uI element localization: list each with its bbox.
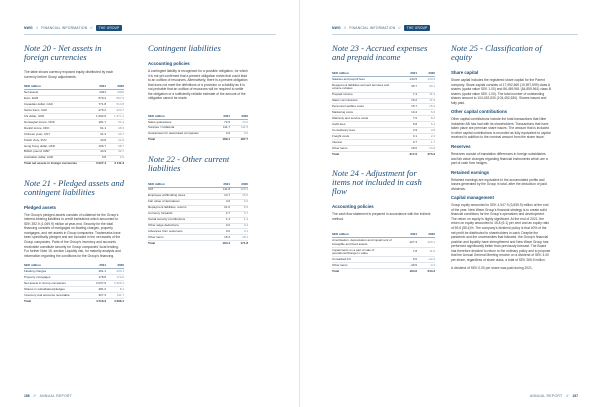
note-24-body: The cash flow statement is prepared in accordance with the indirect method. xyxy=(332,212,431,221)
table-row: Audit fees 5.8 5.4 xyxy=(332,122,435,127)
table-row: Freight costs 3.1 2.4 xyxy=(332,134,435,138)
contingent-title: Contingent liabilities xyxy=(148,43,221,53)
table-row: Norwegian krone, NOK 181.7 51.3 xyxy=(24,119,124,124)
table-row: US dollar, USD 1 092.6 1 377.1 xyxy=(24,113,124,118)
note-20-title: Note 20 - Net assets in foreign currencies xyxy=(24,43,102,62)
table-row: Fair value of derivatives 4.6 3.2 xyxy=(148,199,248,204)
note-24-accounting-heading: Accounting policies xyxy=(332,204,374,210)
note-21-table: SEK million 2021 2020 Floating charges 491.1 493.1 Property mortgages 178.8 172.0 Net assets in Group companies 3 037.9 3 329.1 Shares in subsidiaries/pledges 481.2 8.1 Inventory and accounts receivable 327.3 311.7 Total 4 516.3 4 296.1 xyxy=(24,263,124,303)
table-row: Other items 18.0 14.6 xyxy=(332,145,435,150)
table-row: Consultancy fees 4.9 3.8 xyxy=(332,128,435,133)
brand-logo: NWG xyxy=(332,25,341,30)
note-23-column xyxy=(332,44,435,274)
table-row: British pound, GBP 44.9 42.7 xyxy=(24,149,124,154)
table-total-row: Total 189.1 187.7 xyxy=(148,137,248,142)
table-row: Advances from customers 0.0 0.1 xyxy=(148,229,248,234)
table-total-row: Total 194.6 244.3 xyxy=(332,269,435,274)
table-row: Currency forwards 4.7 4.7 xyxy=(148,211,248,216)
table-row: Salaries and payroll fees 144.5 133.6 xyxy=(332,76,435,81)
table-row: Net assets in Group companies 3 037.9 3 329.1 xyxy=(24,280,124,285)
contingent-column xyxy=(148,44,248,246)
page-header: NWG // FINANCIAL INFORMATION // THE GROUP xyxy=(24,24,122,31)
page-number: 157 xyxy=(572,394,578,398)
table-row: Other items -49.5 -4.3 xyxy=(332,263,435,268)
table-row: Sureties / Collateral 111.7 111.5 xyxy=(148,125,248,130)
table-row: Impairments on a part of sale of operations/change in value 7.8 11.9 xyxy=(332,247,435,256)
note-25-column xyxy=(451,44,551,275)
other-capital-body: Other capital contributions include the total transactions that Nibe Industrier AB has had with its shareholders. Transactions that have taken place are premium share issues. The amount that is included in other capital contributions is recorded as fully equivalent to capital received in addition to the nominal amount from the share issue. xyxy=(451,117,551,140)
table-row: Swiss franc, CHF 276.2 224.7 xyxy=(24,107,124,112)
table-row: Euro, EUR 579.4 867.0 xyxy=(24,95,124,100)
note-20-table: SEK million 2021 2020 Net assets 2021 2020 Euro, EUR 579.4 867.0 Canadian dollar, CAD 771.8 514.8 Swiss franc, CHF 276.2 224.7 US dollar, USD 1 092.6 1 377.1 Norwegian krone, NOK 181.7 51.3 Danish krone, DKK 61.1 48.3 Chinese yuan, CNY 31.3 30.7 Polish zloty, PLN 43.8 41.8 Hong Kong dollar, HKD 106.7 98.7 British pound, GBP 44.9 42.7 Australian dollar, AUD 0.8 2.6 Total net assets in foreign currencies 3 027.4 3 111.3 xyxy=(24,84,124,166)
table-row: Social security contributions 1.4 1.4 xyxy=(148,217,248,222)
table-row: Employee withholding taxes 14.7 15.0 xyxy=(148,193,248,198)
note-25-title: Note 25 - Classification of equity xyxy=(451,43,542,62)
pledged-assets-heading: Pledged assets xyxy=(24,204,56,210)
table-row: Sales guarantees 72.5 72.2 xyxy=(148,119,248,124)
table-row: VAT 111.8 109.6 xyxy=(148,187,248,192)
table-total-row: Total 317.9 273.3 xyxy=(332,151,435,156)
retained-earnings-heading: Retained earnings xyxy=(451,169,490,175)
note-22-table: SEK million 2021 2020 VAT 111.8 109.6 Employee withholding taxes 14.7 15.0 Fair value of derivatives 4.6 3.2 Repayment liabilities, returns 21.0 8.4 Currency forwards 4.7 4.7 Social security contributions 1.4 1.4 Other wage deductions 0.2 0.4 Advances from customers 0.0 0.1 Other items 15.2 18.1 Total 164.4 171.8 xyxy=(148,181,248,246)
header-divider xyxy=(24,34,276,35)
table-row: Unrealised FX 9.0 -22.4 xyxy=(332,257,435,262)
contingent-accounting-heading: Accounting policies xyxy=(148,61,190,66)
brand-logo: NWG xyxy=(24,25,33,30)
table-row: Personnel welfare costs 15.7 15.3 xyxy=(332,104,435,109)
note-24-table: SEK million 2021 2020 Amortisation, depreciation and impairment of intangible and fixed assets 227.3 229.1 Impairments on a part of sale of operations/change in value 7.8 11.9 Unrealised FX 9.0 -22.4 Other items -49.5 -4.3 Total 194.6 244.3 xyxy=(332,232,435,274)
capital-management-heading: Capital management xyxy=(451,195,494,201)
table-total-row: Total 4 516.3 4 296.1 xyxy=(24,298,124,303)
table-row: Australian dollar, AUD 0.8 2.6 xyxy=(24,155,124,160)
table-row: Floating charges 491.1 493.1 xyxy=(24,268,124,273)
footer-label: ANNUAL REPORT xyxy=(529,394,563,398)
table-row: Sales commissions 15.2 11.9 xyxy=(332,98,435,103)
table-row: Chinese yuan, CNY 31.3 30.7 xyxy=(24,131,124,136)
share-capital-heading: Share capital xyxy=(451,70,479,75)
reserves-body: Reserves consist of translation differences in foreign subsidiaries and fair value changes regarding financial instruments which are a part of cash flow hedges. xyxy=(451,152,548,166)
retained-earnings-body: Retained earnings are equivalent to the accumulated profits and losses generated by the Group in total, after the deduction of paid dividends. xyxy=(451,177,547,191)
table-row: Other items 15.2 18.1 xyxy=(148,235,248,240)
table-row: Other wage deductions 0.2 0.4 xyxy=(148,223,248,228)
section-tag: THE GROUP xyxy=(96,25,123,31)
table-row: Net assets 2021 2020 xyxy=(24,89,124,94)
note-22-title: Note 22 - Other current liabilities xyxy=(148,153,230,173)
note-20-intro: The table shows currency exposed equity distributed by each currency before Group adjustments. xyxy=(24,70,114,79)
table-row: Guarantees for associated companies 4.9 4.0 xyxy=(148,131,248,136)
table-row: Repayment liabilities accrued bonuses and volume rebates 35.7 30.1 xyxy=(332,82,435,91)
contingent-body: A contingent liability is recognised for a possible obligation, for which it is not yet confirmed that a present obligation exists that could lead to an outflow of resources. Alternatively, there is a present obligation that does not meet the definitions of a provision or a liability as it is not probable that an outflow of resources will be required to settle the obligation or a sufficiently reliable estimate of the amount of the obligation cannot be made. xyxy=(148,69,248,101)
page-number: 156 xyxy=(24,394,30,398)
dividend-note: A dividend of SEK 0.00 per share was paid during 2021. xyxy=(451,266,533,271)
note-21-body: The Group's pledged assets consists of collateral for the Group's interest-bearing liabilities to credit institutions which amounted to SEK 392.9 (1,069.9) million at year-end. Security for the total financing consists of mortgages on floating charges, property mortgages, and net assets in Group companies. Trademarks have been specifically pledged and are included in the net assets of the Group companies. Parts of the Group's inventory and accounts receivable constitute security for Group companies' local lending. For further Note 16, section Liquidity risk, for maturity analysis and information regarding the conditions for the Group's financing. xyxy=(24,212,121,258)
table-row: Shares in subsidiaries/pledges 481.2 8.1 xyxy=(24,286,124,291)
table-row: Polish zloty, PLN 43.8 41.8 xyxy=(24,137,124,142)
right-page xyxy=(300,0,600,407)
table-row: Amortisation, depreciation and impairment of intangible and fixed assets 227.3 229.1 xyxy=(332,237,435,246)
table-row: Danish krone, DKK 61.1 48.3 xyxy=(24,125,124,130)
section-label: FINANCIAL INFORMATION xyxy=(349,25,396,30)
table-total-row: Total 164.4 171.8 xyxy=(148,241,248,246)
table-row: Warranty and service costs 7.6 8.4 xyxy=(332,116,435,121)
note-20-column xyxy=(24,44,124,304)
table-row: Inventory and accounts receivable 327.3 311.7 xyxy=(24,292,124,297)
table-row: Interest 0.7 1.7 xyxy=(332,139,435,144)
table-row: Prepaid income 7.4 11.4 xyxy=(332,92,435,97)
header-divider xyxy=(332,34,578,35)
table-row: Repayment liabilities, returns 21.0 8.4 xyxy=(148,205,248,210)
table-total-row: Total net assets in foreign currencies 3 027.4 3 111.3 xyxy=(24,161,124,166)
right-footer: ANNUAL REPORT // 157 xyxy=(529,394,578,398)
page-header-right: NWG // FINANCIAL INFORMATION // THE GROUP xyxy=(332,24,430,31)
left-footer: 156 // ANNUAL REPORT xyxy=(24,394,73,398)
section-tag: THE GROUP xyxy=(404,25,431,31)
section-label: FINANCIAL INFORMATION xyxy=(41,25,88,30)
table-row: Marketing costs 10.4 6.9 xyxy=(332,110,435,115)
contingent-table: SEK million 2021 2020 Sales guarantees 72.5 72.2 Sureties / Collateral 111.7 111.5 Guarantees for associated companies 4.9 4.0 Total 189.1 187.7 xyxy=(148,113,248,142)
note-23-table: SEK million 2021 2020 Salaries and payroll fees 144.5 133.6 Repayment liabilities accrued bonuses and volume rebates 35.7 30.1 Prepaid income 7.4 11.4 Sales commissions 15.2 11.9 Personnel welfare costs 15.7 15.3 Marketing costs 10.4 6.9 Warranty and service costs 7.6 8.4 Audit fees 5.8 5.4 Consultancy fees 4.9 3.8 Freight costs 3.1 2.4 Interest 0.7 1.7 Other items 18.0 14.6 Total 317.9 273.3 xyxy=(332,71,435,156)
table-row: Canadian dollar, CAD 771.8 514.8 xyxy=(24,101,124,106)
note-21-title: Note 21 - Pledged assets and contingent liabilities xyxy=(24,177,125,197)
other-capital-heading: Other capital contributions xyxy=(451,109,508,115)
reserves-heading: Reserves xyxy=(451,144,471,150)
footer-label: ANNUAL REPORT xyxy=(39,394,73,398)
table-row: Hong Kong dollar, HKD 106.7 98.7 xyxy=(24,143,124,148)
table-row: Property mortgages 178.8 172.0 xyxy=(24,274,124,279)
note-24-title: Note 24 - Adjustment for items not included in cash flow xyxy=(332,168,422,197)
share-capital-body: Share capital includes the registered share capital for the Parent company. Share capital consists of 17,992,669 (19,597,699) class A shares (quota value SEK 1.00) and 86,459,961 (84,855,961) class B shares (quota value SEK 1.00). The total number of outstanding shares amount to 104,452,630 (104,452,630). Shares issued and fully paid. xyxy=(451,78,551,105)
note-23-title: Note 23 - Accrued expenses and prepaid income xyxy=(332,43,428,62)
capital-management-body: Group equity amounted to SEK 4,947.9 (3,839.9) million at the end of the year. New Wave Group's financial strategy is to create solid financial conditions for the Group's operations and development. The return on equity is highly significant. At the end of 2021, the return on equity amounted to 15.8 (6.1) per cent and an equity ratio of 59.6 (55.4)%. The company's dividend policy is that 40% of the net profit be distributed to shareholders in cash. Despite the pandemic and the uncertainties that followed, the Group's financial position and liquidity have strengthened and New Wave Group has performed significantly better than previously forecast. The Board has therefore decided to return to the ordinary policy and to propose that the Annual General Meeting resolve on a dividend of SEK 4.00 per share, regardless of share class, a total of SEK 265.9 million. xyxy=(451,203,551,262)
